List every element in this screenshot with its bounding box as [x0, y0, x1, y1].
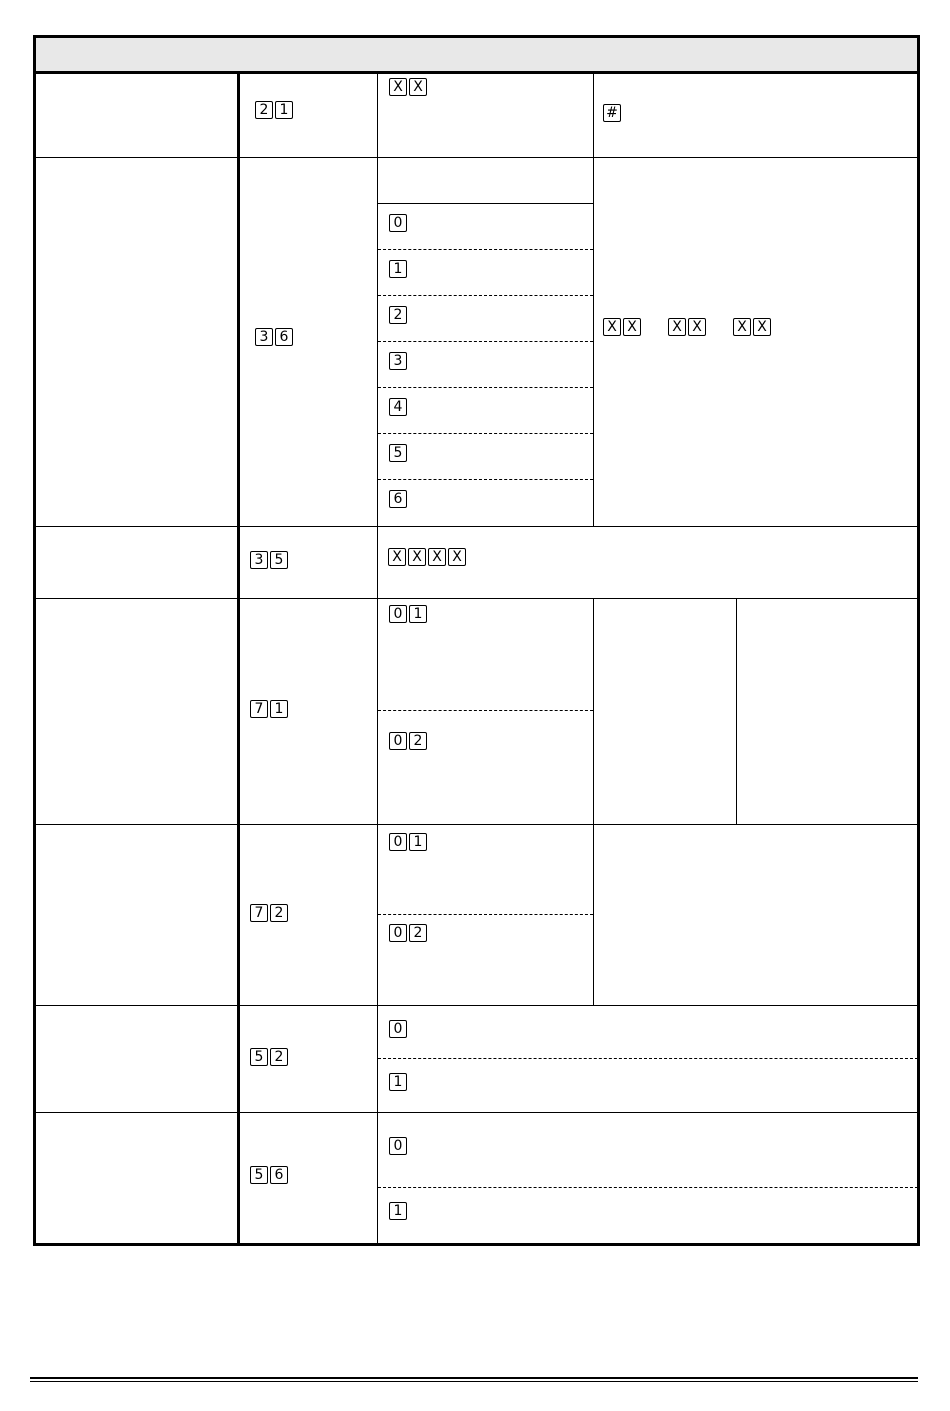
key-glyph: 2 — [389, 306, 407, 324]
option-key-1 — [389, 1202, 407, 1220]
option-keys-01 — [389, 605, 427, 623]
key-glyph: X — [409, 78, 427, 96]
footer-rule — [30, 1381, 918, 1382]
key-glyph: 3 — [389, 352, 407, 370]
key-glyph: 0 — [389, 605, 407, 623]
column-divider-2 — [377, 71, 378, 1244]
option-keys-02 — [389, 924, 427, 942]
key-glyph: 1 — [409, 605, 427, 623]
code-keys-row1 — [255, 101, 293, 119]
option-separator-dashed — [378, 433, 593, 434]
option-key-1 — [389, 260, 407, 278]
option-keys-02 — [389, 732, 427, 750]
option-separator-dashed — [378, 479, 593, 480]
key-glyph: 1 — [389, 260, 407, 278]
value-keys-group-a — [603, 318, 641, 336]
row-separator — [36, 1005, 918, 1006]
value-keys-row1 — [389, 78, 427, 96]
key-glyph: 3 — [250, 551, 268, 569]
code-keys-row7 — [250, 1166, 288, 1184]
key-glyph: 6 — [275, 328, 293, 346]
code-keys-row2 — [255, 328, 293, 346]
row-separator — [36, 526, 918, 527]
key-glyph: X — [733, 318, 751, 336]
key-glyph: 5 — [389, 444, 407, 462]
key-glyph: 2 — [409, 924, 427, 942]
option-key-1 — [389, 1073, 407, 1091]
key-glyph: 0 — [389, 732, 407, 750]
option-keys-01 — [389, 833, 427, 851]
key-glyph: 7 — [250, 700, 268, 718]
row-separator — [36, 1112, 918, 1113]
option-key-0 — [389, 1020, 407, 1038]
footer-rule — [30, 1377, 918, 1379]
key-glyph: 6 — [270, 1166, 288, 1184]
row-separator — [36, 157, 918, 158]
option-separator-dashed — [378, 341, 593, 342]
key-glyph: 5 — [250, 1166, 268, 1184]
key-glyph: 0 — [389, 833, 407, 851]
hash-key — [603, 104, 621, 122]
key-glyph: 0 — [389, 214, 407, 232]
option-separator-dashed — [378, 710, 593, 711]
key-glyph: 1 — [409, 833, 427, 851]
code-keys-row4 — [250, 700, 288, 718]
key-glyph: 6 — [389, 490, 407, 508]
key-glyph: 1 — [389, 1202, 407, 1220]
key-glyph: X — [603, 318, 621, 336]
key-glyph: 2 — [409, 732, 427, 750]
settings-table — [33, 35, 920, 1246]
column-divider-1 — [237, 71, 240, 1244]
row-separator — [36, 824, 918, 825]
key-glyph: 2 — [270, 1048, 288, 1066]
option-separator-dashed — [378, 1187, 918, 1188]
key-glyph: 1 — [389, 1073, 407, 1091]
key-glyph: X — [623, 318, 641, 336]
column-divider-3 — [593, 71, 594, 526]
key-glyph: 0 — [389, 1137, 407, 1155]
key-glyph: 5 — [270, 551, 288, 569]
key-glyph: # — [603, 104, 621, 122]
code-keys-row5 — [250, 904, 288, 922]
key-glyph: X — [388, 548, 406, 566]
value-keys-group-b — [668, 318, 706, 336]
key-glyph: X — [668, 318, 686, 336]
option-key-4 — [389, 398, 407, 416]
option-key-0 — [389, 1137, 407, 1155]
key-glyph: 1 — [270, 700, 288, 718]
key-glyph: 0 — [389, 924, 407, 942]
option-separator-dashed — [378, 249, 593, 250]
option-separator-dashed — [378, 387, 593, 388]
table-header-bar — [36, 38, 917, 74]
code-keys-row6 — [250, 1048, 288, 1066]
option-key-2 — [389, 306, 407, 324]
option-key-3 — [389, 352, 407, 370]
key-glyph: 4 — [389, 398, 407, 416]
key-glyph: X — [408, 548, 426, 566]
key-glyph: 5 — [250, 1048, 268, 1066]
key-glyph: 2 — [270, 904, 288, 922]
column-divider-3b — [593, 598, 594, 1005]
option-key-6 — [389, 490, 407, 508]
key-glyph: 1 — [275, 101, 293, 119]
code-keys-row3 — [250, 551, 288, 569]
key-glyph: X — [688, 318, 706, 336]
value-keys-group-c — [733, 318, 771, 336]
value-keys-row3 — [388, 548, 466, 566]
key-glyph: 0 — [389, 1020, 407, 1038]
key-glyph: X — [448, 548, 466, 566]
key-glyph: X — [389, 78, 407, 96]
option-separator-dashed — [378, 1058, 918, 1059]
key-glyph: X — [753, 318, 771, 336]
key-glyph: 7 — [250, 904, 268, 922]
column-divider-4 — [736, 598, 737, 824]
key-glyph: 3 — [255, 328, 273, 346]
option-key-5 — [389, 444, 407, 462]
option-key-0 — [389, 214, 407, 232]
option-separator-dashed — [378, 914, 593, 915]
row-separator — [36, 598, 918, 599]
key-glyph: X — [428, 548, 446, 566]
option-separator-dashed — [378, 295, 593, 296]
key-glyph: 2 — [255, 101, 273, 119]
option-separator — [377, 203, 593, 204]
